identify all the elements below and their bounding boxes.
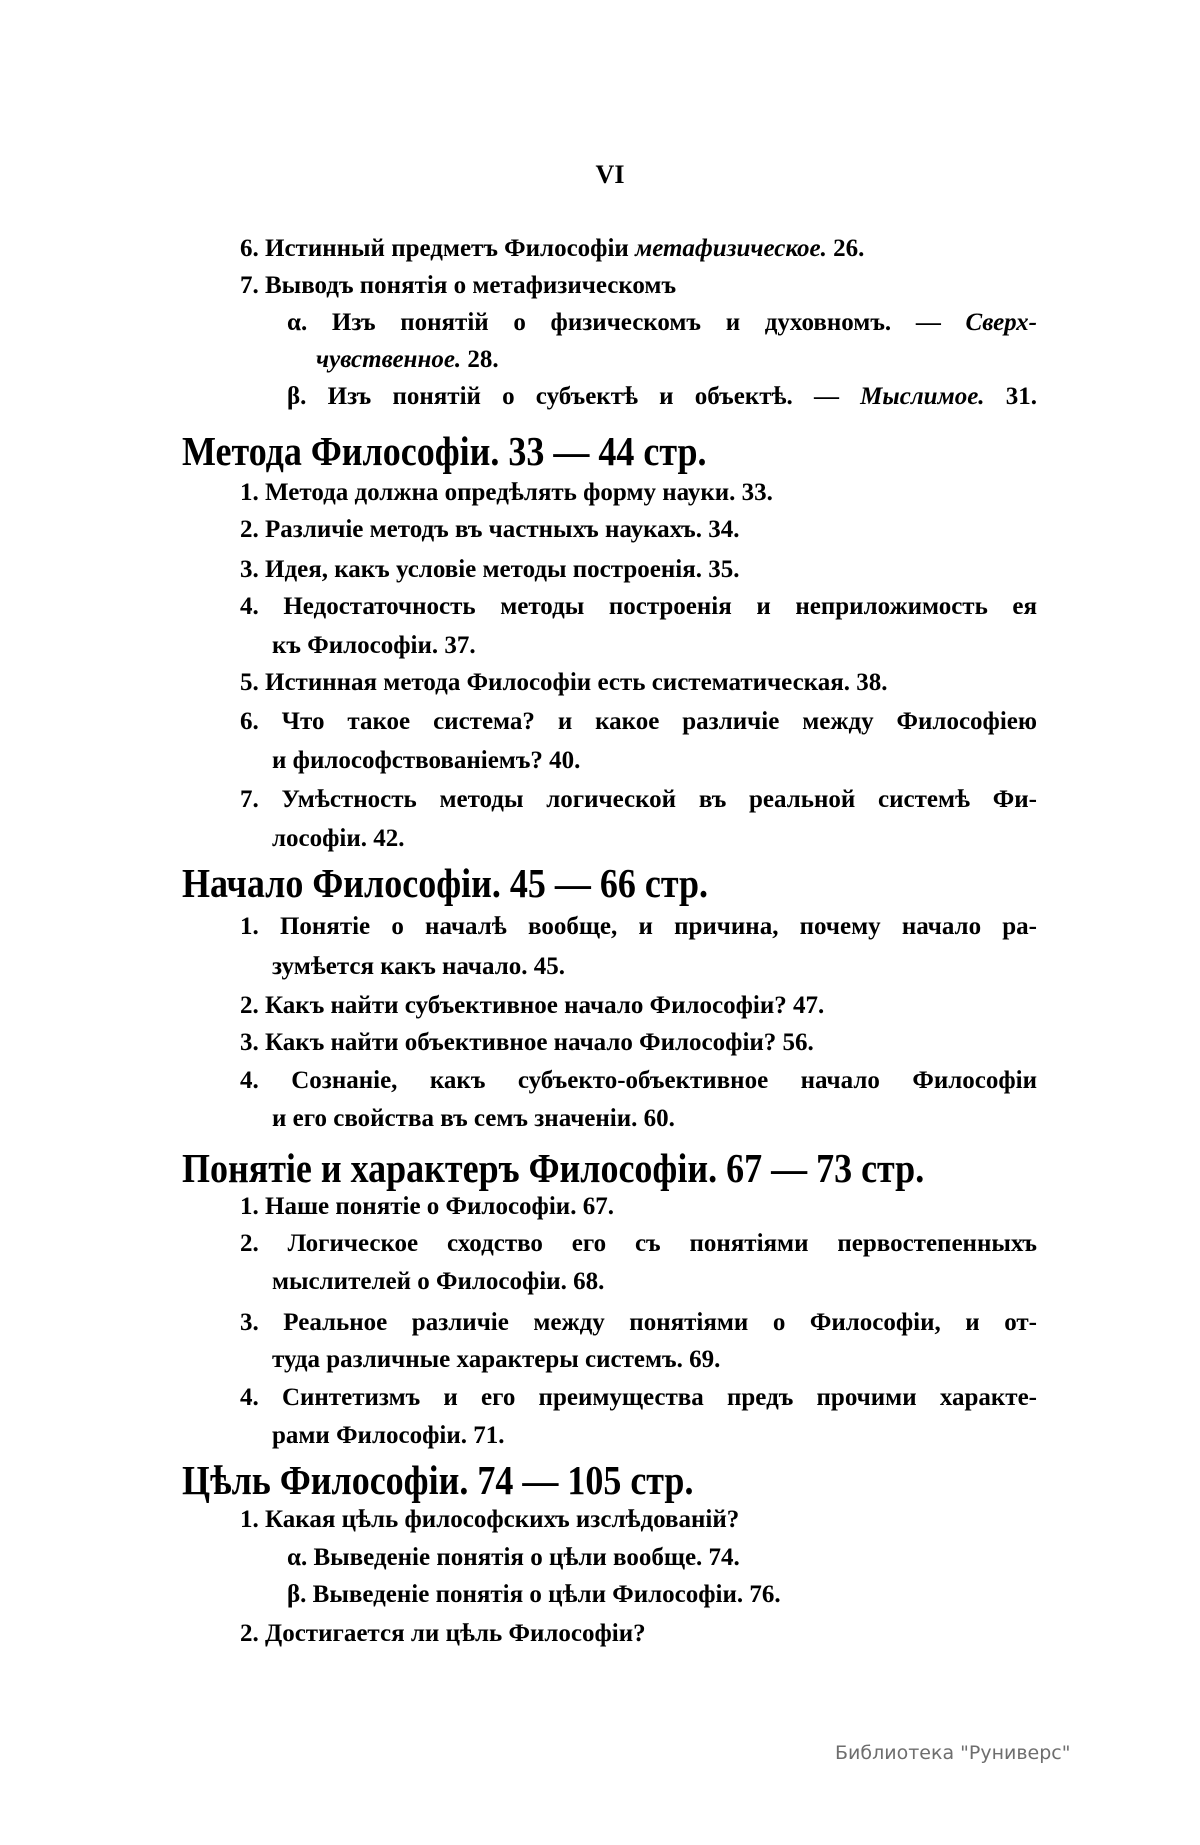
toc-entry: 1. Понятіе о началѣ вообще, и причина, почему начало ра-: [240, 913, 1037, 940]
toc-entry-cont: и его свойства въ семъ значеніи. 60.: [272, 1105, 675, 1132]
entry-text: β. Изъ понятій о субъектѣ и объектѣ. —: [287, 383, 861, 410]
entry-italic: Мыслимое.: [860, 383, 985, 410]
toc-entry-cont: туда различные характеры системъ. 69.: [272, 1346, 721, 1373]
section-heading: Цѣль Философіи. 74 — 105 стр.: [182, 1457, 694, 1503]
toc-entry: 5. Истинная метода Философіи есть систематическая. 38.: [240, 669, 888, 696]
toc-subentry: [287, 382, 1037, 412]
entry-italic: чувственное.: [316, 346, 462, 373]
toc-entry: 4. Сознаніе, какъ субъекто-объективное начало Философіи: [240, 1067, 1037, 1094]
toc-entry: 1. Метода должна опредѣлять форму науки. 33.: [240, 479, 773, 506]
entry-italic: Сверх-: [965, 309, 1037, 336]
toc-subentry-cont: [316, 345, 499, 375]
toc-entry: 3. Какъ найти объективное начало Философіи? 56.: [240, 1029, 814, 1056]
section-heading: Метода Философіи. 33 — 44 стр.: [182, 428, 707, 474]
toc-subentry: α. Выведеніе понятія о цѣли вообще. 74.: [287, 1544, 740, 1571]
toc-entry: 3. Идея, какъ условіе методы построенія. 35.: [240, 556, 740, 583]
toc-entry-cont: зумѣется какъ начало. 45.: [272, 953, 566, 980]
entry-page: 26.: [826, 235, 865, 262]
toc-entry: 6. Что такое система? и какое различіе между Философіею: [240, 708, 1037, 735]
entry-page: 28.: [461, 346, 499, 373]
section-heading: Начало Философіи. 45 — 66 стр.: [182, 860, 708, 906]
toc-entry: 4. Недостаточность методы построенія и неприложимость ея: [240, 593, 1037, 620]
toc-entry: 7. Умѣстность методы логической въ реальной системѣ Фи-: [240, 786, 1037, 813]
toc-entry: 7. Выводъ понятія о метафизическомъ: [240, 272, 677, 299]
toc-entry: 1. Наше понятіе о Философіи. 67.: [240, 1193, 614, 1220]
toc-entry: [240, 234, 864, 264]
entry-text: α. Изъ понятій о физическомъ и духовномъ. —: [287, 309, 966, 336]
toc-entry: 2. Логическое сходство его съ понятіями первостепенныхъ: [240, 1230, 1037, 1257]
toc-entry-cont: къ Философіи. 37.: [272, 632, 476, 659]
toc-entry: 1. Какая цѣль философскихъ изслѣдованій?: [240, 1506, 740, 1533]
entry-text: 6. Истинный предметъ Философіи: [240, 235, 636, 262]
toc-entry: 2. Какъ найти субъективное начало Философіи? 47.: [240, 992, 825, 1019]
entry-page: 31.: [984, 383, 1038, 410]
toc-entry-cont: и философствованіемъ? 40.: [272, 747, 581, 774]
toc-subentry: β. Выведеніе понятія о цѣли Философіи. 76.: [287, 1581, 781, 1608]
toc-entry-cont: рами Философіи. 71.: [272, 1422, 505, 1449]
toc-entry-cont: мыслителей о Философіи. 68.: [272, 1268, 605, 1295]
section-heading: Понятіе и характеръ Философіи. 67 — 73 стр.: [182, 1145, 925, 1191]
page-number: VI: [595, 160, 625, 189]
toc-entry: 2. Достигается ли цѣль Философіи?: [240, 1620, 646, 1647]
toc-subentry: [287, 308, 1037, 338]
library-watermark: Библиотека "Руниверс": [835, 1742, 1071, 1764]
entry-italic: метафизическое.: [635, 235, 827, 262]
toc-entry-cont: лософіи. 42.: [272, 825, 405, 852]
toc-entry: 4. Синтетизмъ и его преимущества предъ прочими характе-: [240, 1384, 1037, 1411]
toc-entry: 2. Различіе методъ въ частныхъ наукахъ. 34.: [240, 516, 740, 543]
toc-entry: 3. Реальное различіе между понятіями о Философіи, и от-: [240, 1309, 1037, 1336]
